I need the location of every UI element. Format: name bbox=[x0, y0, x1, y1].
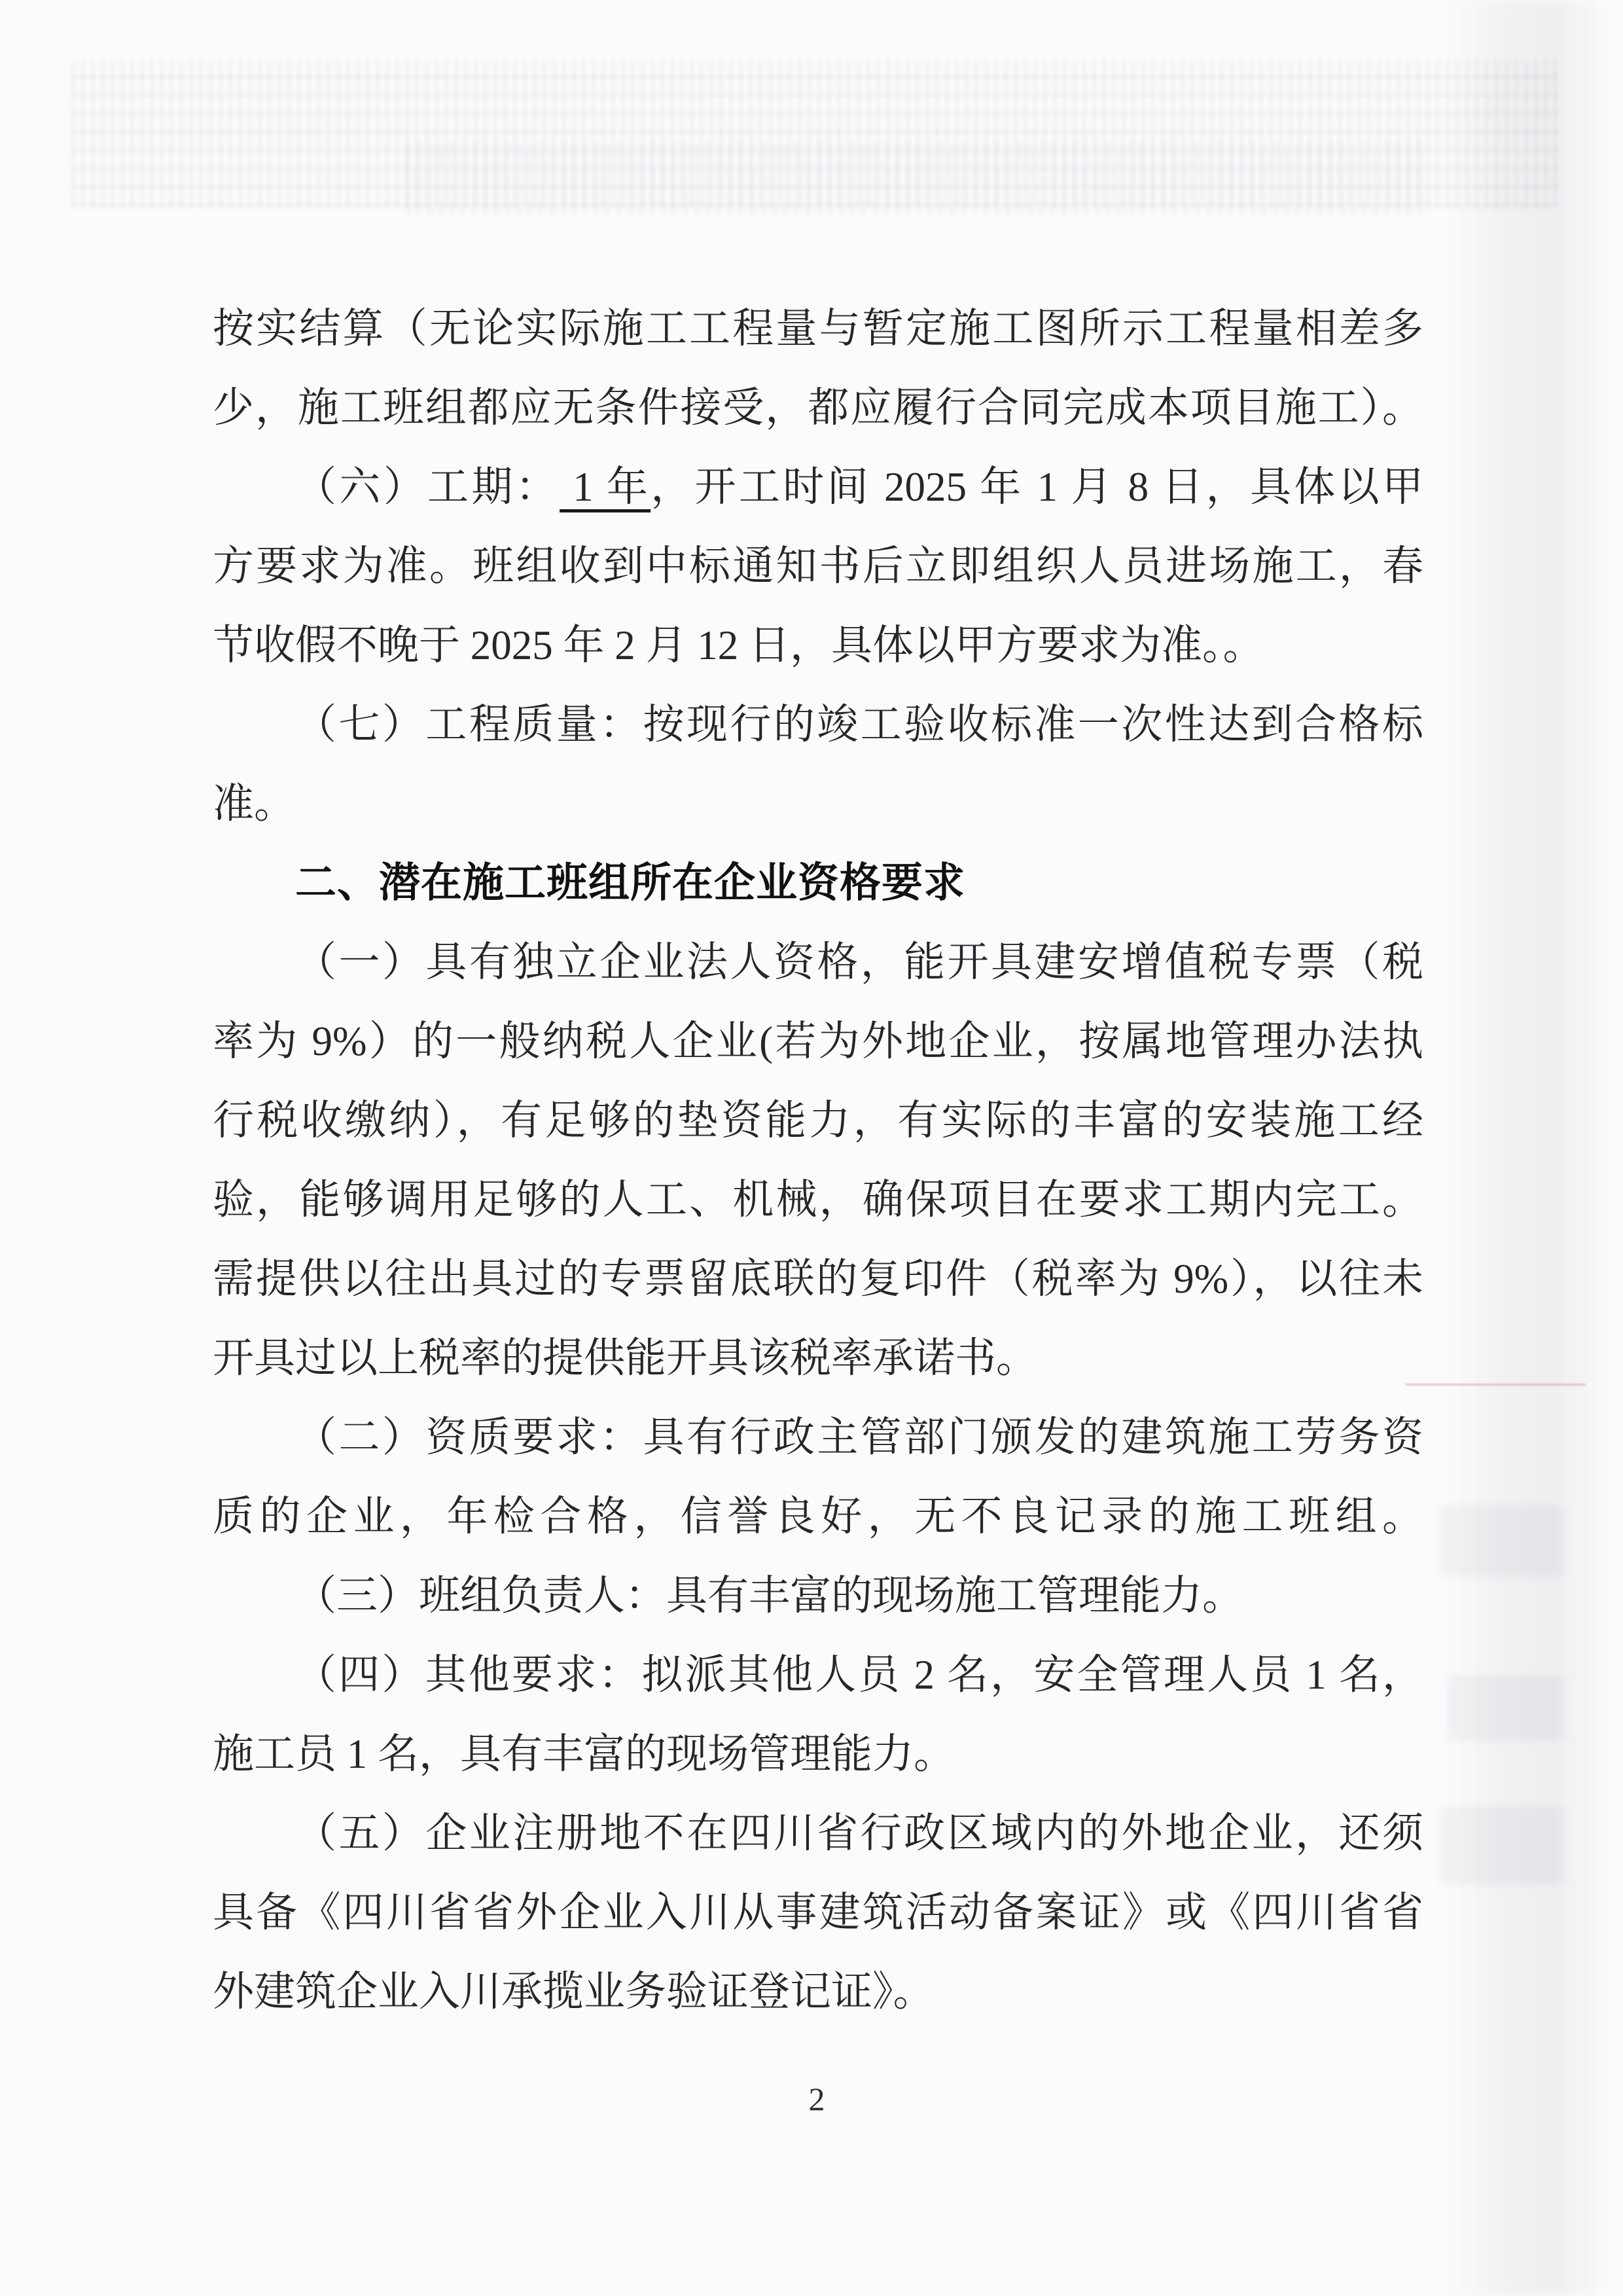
document-body bbox=[213, 289, 1423, 2032]
text-line bbox=[213, 368, 1423, 448]
text-span: 节收假不晚于 2025 年 2 月 12 日，具体以甲方要求为准。。 bbox=[213, 622, 1264, 668]
text-span: （七）工程质量：按现行的竣工验收标准一次性达到合格标 bbox=[295, 702, 1423, 747]
text-line bbox=[213, 606, 1423, 685]
text-line bbox=[213, 1160, 1423, 1240]
bleed-through-artifact bbox=[1446, 1676, 1564, 1741]
text-span: 率为 9%）的一般纳税人企业(若为外地企业，按属地管理办法执 bbox=[213, 1018, 1423, 1064]
text-span: （二）资质要求：具有行政主管部门颁发的建筑施工劳务资 bbox=[295, 1414, 1423, 1460]
text-span: （三）班组负责人：具有丰富的现场施工管理能力。 bbox=[295, 1573, 1243, 1619]
text-span: 行税收缴纳），有足够的垫资能力，有实际的丰富的安装施工经 bbox=[213, 1098, 1423, 1143]
text-line bbox=[213, 1636, 1423, 1715]
text-span: 少，施工班组都应无条件接受，都应履行合同完成本项目施工）。 bbox=[213, 385, 1423, 431]
text-span: 方要求为准。班组收到中标通知书后立即组织人员进场施工，春 bbox=[213, 543, 1423, 589]
text-line bbox=[213, 1556, 1423, 1636]
text-line bbox=[213, 289, 1423, 368]
text-span: （四）其他要求：拟派其他人员 2 名，安全管理人员 1 名， bbox=[295, 1652, 1423, 1698]
text-line bbox=[213, 448, 1423, 527]
text-span: 外建筑企业入川承揽业务验证登记证》。 bbox=[213, 1969, 935, 2015]
text-line bbox=[213, 923, 1423, 1002]
bleed-through-artifact bbox=[1440, 1505, 1564, 1577]
text-line bbox=[213, 685, 1423, 764]
bleed-through-artifact bbox=[406, 141, 1427, 216]
text-line bbox=[213, 1873, 1423, 1952]
text-span: 施工员 1 名，具有丰富的现场管理能力。 bbox=[213, 1731, 955, 1777]
text-span: 验，能够调用足够的人工、机械，确保项目在要求工期内完工。 bbox=[213, 1177, 1423, 1223]
text-span: ，开工时间 2025 年 1 月 8 日，具体以甲 bbox=[651, 464, 1424, 510]
bleed-through-artifact bbox=[1440, 1806, 1564, 1885]
text-line bbox=[213, 1952, 1423, 2032]
text-span: 准。 bbox=[213, 781, 295, 827]
text-line bbox=[213, 1794, 1423, 1873]
text-line bbox=[213, 1319, 1423, 1398]
text-span: 二、潜在施工班组所在企业资格要求 bbox=[295, 860, 965, 906]
text-line bbox=[213, 527, 1423, 606]
scan-shadow-artifact bbox=[1448, 0, 1598, 2296]
text-line bbox=[213, 1477, 1423, 1556]
scan-stray-line-artifact bbox=[1406, 1384, 1586, 1386]
text-span: （一）具有独立企业法人资格，能开具建安增值税专票（税 bbox=[295, 939, 1423, 985]
text-span: 需提供以往出具过的专票留底联的复印件（税率为 9%），以往未 bbox=[213, 1256, 1423, 1302]
text-line bbox=[213, 1002, 1423, 1081]
text-span: 质的企业，年检合格，信誉良好，无不良记录的施工班组。 bbox=[213, 1494, 1423, 1539]
underlined-text: 1 年 bbox=[560, 464, 651, 510]
text-line bbox=[213, 764, 1423, 844]
text-line bbox=[213, 1240, 1423, 1319]
text-span: 按实结算（无论实际施工工程量与暂定施工图所示工程量相差多 bbox=[213, 306, 1423, 351]
text-span: （六）工期： bbox=[295, 464, 560, 510]
page-number: 2 bbox=[808, 2081, 825, 2117]
text-span: （五）企业注册地不在四川省行政区域内的外地企业，还须 bbox=[295, 1810, 1423, 1856]
text-line bbox=[213, 1398, 1423, 1477]
text-line bbox=[213, 1715, 1423, 1794]
section-heading bbox=[213, 844, 1423, 923]
text-line bbox=[213, 1081, 1423, 1160]
text-span: 开具过以上税率的提供能开具该税率承诺书。 bbox=[213, 1335, 1037, 1381]
text-span: 具备《四川省省外企业入川从事建筑活动备案证》或《四川省省 bbox=[213, 1890, 1423, 1935]
